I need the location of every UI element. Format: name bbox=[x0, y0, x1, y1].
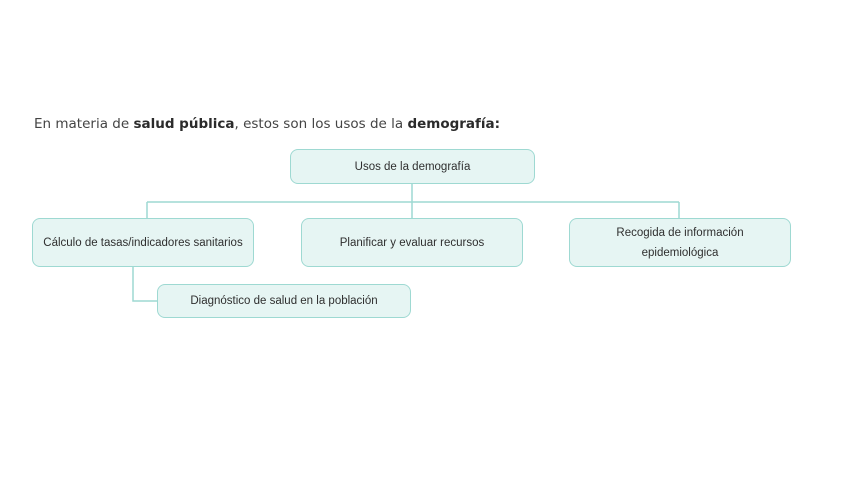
node-calculo-tasas-label: Cálculo de tasas/indicadores sanitarios bbox=[43, 236, 243, 249]
node-usos-demografia bbox=[290, 149, 535, 184]
node-diagnostico-salud bbox=[157, 284, 411, 318]
node-diagnostico-salud-label: Diagnóstico de salud en la población bbox=[190, 295, 378, 307]
intro-text-2: , estos son los usos de la bbox=[234, 116, 408, 132]
intro-bold-salud-publica: salud pública bbox=[133, 116, 235, 132]
intro-bold-demografia: demografía: bbox=[407, 116, 501, 132]
intro-text-1: En materia de bbox=[34, 116, 134, 132]
node-planificar-recursos-label: Planificar y evaluar recursos bbox=[339, 236, 485, 249]
node-recogida-informacion bbox=[569, 218, 791, 267]
node-planificar-recursos bbox=[301, 218, 523, 267]
node-calculo-tasas bbox=[32, 218, 254, 267]
connector-calc-to-diag bbox=[133, 267, 157, 301]
node-recogida-informacion-label: Recogida de información epidemiológica bbox=[616, 226, 744, 259]
node-usos-demografia-label: Usos de la demografía bbox=[354, 160, 471, 173]
